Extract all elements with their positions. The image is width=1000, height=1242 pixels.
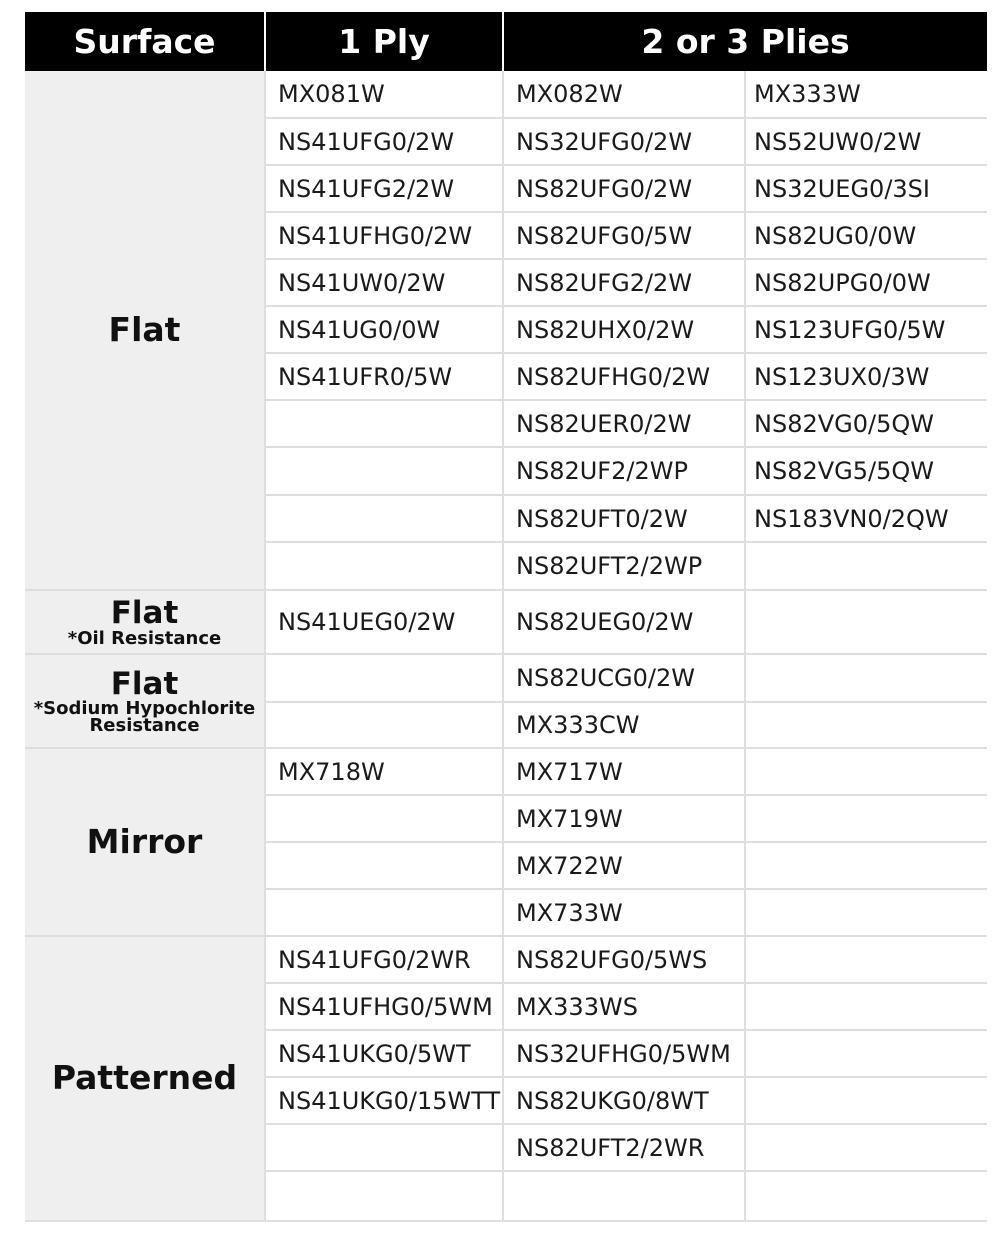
code-cell: NS123UFG0/5W <box>745 306 987 353</box>
code-cell <box>265 702 503 748</box>
header-surface: Surface <box>25 12 265 71</box>
code-cell: NS82UFT2/2WR <box>503 1124 745 1171</box>
code-cell <box>265 495 503 542</box>
code-cell: NS41UKG0/5WT <box>265 1030 503 1077</box>
code-cell: NS41UFHG0/5WM <box>265 983 503 1030</box>
code-cell: MX718W <box>265 748 503 795</box>
code-cell: NS41UFG2/2W <box>265 165 503 212</box>
surface-cell-flat-oil <box>25 590 265 654</box>
code-cell: NS82UCG0/2W <box>503 654 745 702</box>
surface-label-patterned: Patterned <box>51 1058 238 1098</box>
surface-cell-flat-sodium <box>25 654 265 748</box>
code-cell <box>745 1077 987 1124</box>
code-cell <box>745 654 987 702</box>
header-one-ply: 1 Ply <box>265 12 503 71</box>
surface-note-oil: *Oil Resistance <box>67 627 222 649</box>
code-cell: NS82UFT0/2W <box>503 495 745 542</box>
code-cell <box>745 702 987 748</box>
surface-label-mirror: Mirror <box>86 821 203 861</box>
code-cell: MX722W <box>503 842 745 889</box>
code-cell: MX082W <box>503 71 745 118</box>
table-row <box>25 936 987 983</box>
code-cell: NS41UFG0/2W <box>265 118 503 165</box>
code-cell <box>265 542 503 590</box>
header-multi-ply: 2 or 3 Plies <box>503 12 987 71</box>
surface-label-flat-sodium: Flat <box>110 665 179 702</box>
code-cell: NS82UFG0/5WS <box>503 936 745 983</box>
table-row <box>25 654 987 702</box>
surface-cell-mirror <box>25 748 265 936</box>
code-cell: MX717W <box>503 748 745 795</box>
code-cell: NS32UFHG0/5WM <box>503 1030 745 1077</box>
code-cell: NS82UG0/0W <box>745 212 987 259</box>
code-cell: NS41UEG0/2W <box>265 590 503 654</box>
surface-cell-flat <box>25 71 265 590</box>
code-cell: NS52UW0/2W <box>745 118 987 165</box>
table-row <box>25 71 987 118</box>
code-cell <box>265 400 503 447</box>
code-cell: MX333WS <box>503 983 745 1030</box>
code-cell <box>745 889 987 936</box>
code-cell: NS82UFG2/2W <box>503 259 745 306</box>
code-cell: NS41UFHG0/2W <box>265 212 503 259</box>
code-cell: NS41UFR0/5W <box>265 353 503 400</box>
code-cell <box>745 1030 987 1077</box>
code-cell: NS82VG5/5QW <box>745 447 987 495</box>
code-cell: NS82UF2/2WP <box>503 447 745 495</box>
code-cell: NS82UPG0/0W <box>745 259 987 306</box>
code-cell: NS41UKG0/15WTT <box>265 1077 503 1124</box>
surface-label-flat-oil: Flat <box>110 595 179 632</box>
surface-label-flat: Flat <box>108 309 181 349</box>
code-cell <box>265 1124 503 1171</box>
code-cell: NS183VN0/2QW <box>745 495 987 542</box>
header-row <box>25 12 987 71</box>
table-row <box>25 590 987 654</box>
code-cell <box>265 447 503 495</box>
code-cell: NS41UW0/2W <box>265 259 503 306</box>
code-cell: NS82UHX0/2W <box>503 306 745 353</box>
code-cell <box>745 542 987 590</box>
code-cell <box>745 983 987 1030</box>
surface-note-sodium: *Sodium Hypochlorite Resistance <box>33 698 256 737</box>
table-body <box>25 71 987 1221</box>
code-cell <box>745 748 987 795</box>
code-cell: MX333CW <box>503 702 745 748</box>
code-cell: NS82UFHG0/2W <box>503 353 745 400</box>
code-cell <box>745 936 987 983</box>
code-cell <box>265 889 503 936</box>
code-cell: NS82UFG0/2W <box>503 165 745 212</box>
code-cell <box>265 842 503 889</box>
code-cell: NS82UER0/2W <box>503 400 745 447</box>
product-table <box>25 12 987 1222</box>
code-cell: NS41UG0/0W <box>265 306 503 353</box>
code-cell <box>745 795 987 842</box>
code-cell: MX719W <box>503 795 745 842</box>
code-cell: NS82VG0/5QW <box>745 400 987 447</box>
code-cell: MX733W <box>503 889 745 936</box>
code-cell <box>745 1124 987 1171</box>
code-cell: NS41UFG0/2WR <box>265 936 503 983</box>
code-cell <box>745 842 987 889</box>
code-cell <box>503 1171 745 1221</box>
code-cell: NS123UX0/3W <box>745 353 987 400</box>
code-cell: NS82UFG0/5W <box>503 212 745 259</box>
code-cell <box>745 1171 987 1221</box>
code-cell: NS32UFG0/2W <box>503 118 745 165</box>
code-cell: NS32UEG0/3SI <box>745 165 987 212</box>
table-header <box>25 12 987 71</box>
code-cell <box>265 795 503 842</box>
surface-cell-patterned <box>25 936 265 1221</box>
table-row <box>25 748 987 795</box>
code-cell: MX081W <box>265 71 503 118</box>
code-cell: NS82UEG0/2W <box>503 590 745 654</box>
code-cell: NS82UFT2/2WP <box>503 542 745 590</box>
code-cell: NS82UKG0/8WT <box>503 1077 745 1124</box>
code-cell <box>745 590 987 654</box>
code-cell: MX333W <box>745 71 987 118</box>
code-cell <box>265 654 503 702</box>
code-cell <box>265 1171 503 1221</box>
